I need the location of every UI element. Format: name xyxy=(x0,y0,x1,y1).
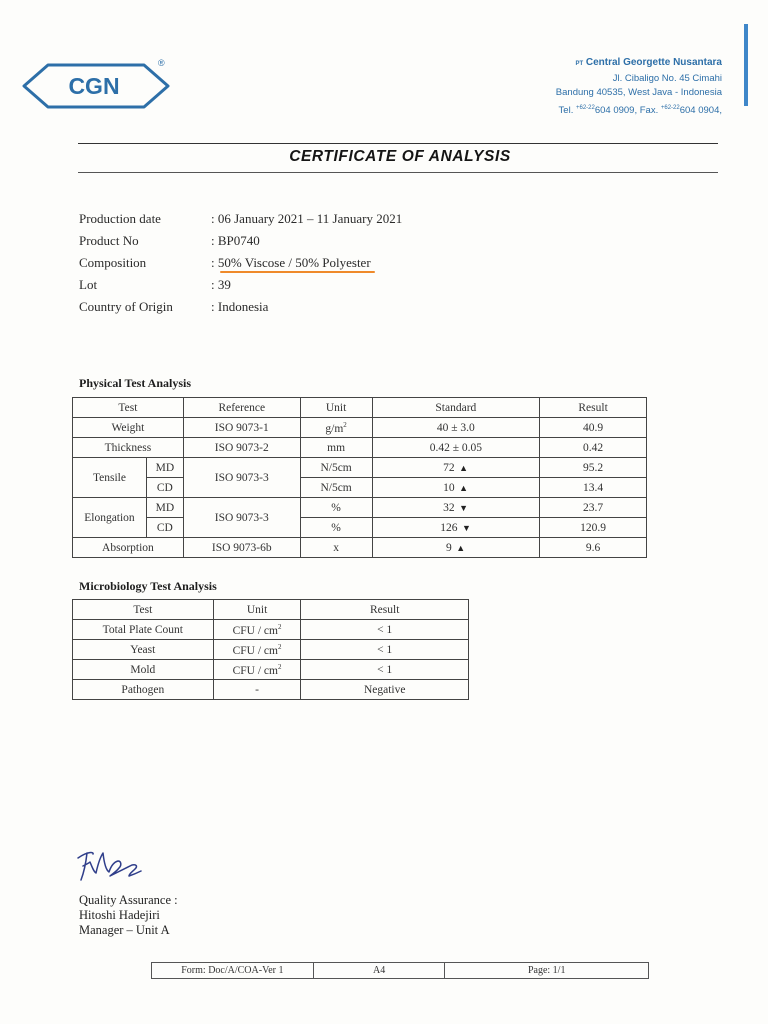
table-row xyxy=(73,418,647,438)
info-label: Product No xyxy=(79,233,139,248)
signoff-line: Quality Assurance : xyxy=(79,893,178,907)
standard-value: 72 xyxy=(443,461,455,474)
reference-cell: ISO 9073-6b xyxy=(183,538,300,558)
unit-cell: % xyxy=(300,498,372,518)
company-logo xyxy=(18,60,173,112)
signoff-name: Hitoshi Hadejiri xyxy=(79,908,160,922)
arrow-down-icon: ▼ xyxy=(459,502,469,513)
unit-cell: mm xyxy=(300,438,372,458)
table-row xyxy=(73,518,647,538)
result-cell: 9.6 xyxy=(540,538,647,558)
signature-image xyxy=(74,842,154,890)
company-name-line xyxy=(556,56,722,72)
result-cell: < 1 xyxy=(301,640,469,660)
physical-section-title: Physical Test Analysis xyxy=(79,376,192,390)
header-cell: Result xyxy=(540,398,647,418)
standard-value: 9 xyxy=(445,541,452,554)
info-label: Country of Origin xyxy=(79,299,173,314)
unit-cell: - xyxy=(213,680,301,700)
header-cell: Test xyxy=(73,600,214,620)
composition-value xyxy=(211,252,371,274)
arrow-up-icon: ▲ xyxy=(456,542,466,553)
header-cell: Unit xyxy=(300,398,372,418)
blue-margin-bar xyxy=(744,24,748,106)
reference-cell: ISO 9073-2 xyxy=(183,438,300,458)
header-cell: Standard xyxy=(372,398,540,418)
address-line-1: Jl. Cibaligo No. 45 Cimahi xyxy=(612,72,722,84)
footer-row xyxy=(152,963,649,979)
company-name: Central Georgette Nusantara xyxy=(585,57,722,68)
result-cell: 95.2 xyxy=(540,458,647,478)
unit-text: CFU / cm xyxy=(232,624,278,637)
tel-code: +62-22 xyxy=(575,104,595,111)
result-cell: < 1 xyxy=(301,620,469,640)
logo-text: CGN xyxy=(68,73,120,99)
highlight-underline xyxy=(220,271,375,273)
test-cell: Weight xyxy=(73,418,184,438)
footer-form-cell: Form: Doc/A/COA-Ver 1 xyxy=(152,963,314,979)
signoff-title: Manager – Unit A xyxy=(79,923,170,937)
microbiology-section-title: Microbiology Test Analysis xyxy=(79,579,217,593)
standard-cell xyxy=(372,478,540,498)
table-row xyxy=(73,620,469,640)
fax-code: +62-22 xyxy=(660,104,680,111)
info-row-production-date xyxy=(79,208,402,230)
registered-mark: ® xyxy=(158,58,165,68)
table-header-row xyxy=(73,398,647,418)
info-label: Lot xyxy=(79,277,98,292)
address-line-2: Bandung 40535, West Java - Indonesia xyxy=(555,87,722,98)
test-cell: Yeast xyxy=(73,640,214,660)
table-row xyxy=(73,458,647,478)
unit-superscript: 2 xyxy=(277,622,282,631)
test-cell: Thickness xyxy=(73,438,184,458)
standard-cell xyxy=(372,458,540,478)
microbiology-test-table xyxy=(72,599,469,700)
arrow-up-icon: ▲ xyxy=(459,482,469,493)
standard-cell xyxy=(372,518,540,538)
info-row-lot xyxy=(79,274,402,296)
company-prefix: PT xyxy=(575,61,584,67)
arrow-up-icon: ▲ xyxy=(459,462,469,473)
arrow-down-icon: ▼ xyxy=(462,522,471,533)
test-cell: Elongation xyxy=(73,498,147,538)
result-cell: 40.9 xyxy=(540,418,647,438)
unit-text: CFU / cm xyxy=(232,664,278,677)
standard-cell: 0.42 ± 0.05 xyxy=(372,438,540,458)
table-row xyxy=(73,538,647,558)
info-value: : BP0740 xyxy=(211,233,260,248)
tel-number: 604 0909, xyxy=(594,104,638,116)
info-row-composition xyxy=(79,252,402,274)
info-label: Composition xyxy=(79,255,147,270)
document-title: CERTIFICATE OF ANALYSIS xyxy=(289,148,511,165)
unit-text: CFU / cm xyxy=(232,644,278,657)
unit-superscript: 2 xyxy=(277,662,282,671)
subtest-cell: CD xyxy=(146,478,183,498)
standard-value: 10 xyxy=(443,481,455,494)
subtest-cell: CD xyxy=(146,518,183,538)
unit-cell: % xyxy=(300,518,372,538)
info-value: : 39 xyxy=(211,277,231,292)
reference-cell: ISO 9073-1 xyxy=(183,418,300,438)
info-value: : 06 January 2021 – 11 January 2021 xyxy=(211,211,403,226)
header-cell: Reference xyxy=(183,398,300,418)
footer-size-cell: A4 xyxy=(313,963,445,979)
test-cell: Absorption xyxy=(73,538,184,558)
info-row-country xyxy=(79,296,402,318)
result-cell: 0.42 xyxy=(540,438,647,458)
footer-page-cell: Page: 1/1 xyxy=(445,963,649,979)
unit-cell xyxy=(213,660,301,680)
contact-line xyxy=(556,101,722,119)
fax-label: Fax. xyxy=(639,104,659,116)
reference-cell: ISO 9073-3 xyxy=(183,498,300,538)
result-cell: 23.7 xyxy=(540,498,647,518)
quality-assurance-signoff xyxy=(79,893,178,938)
table-row xyxy=(73,660,469,680)
unit-cell xyxy=(213,640,301,660)
unit-cell xyxy=(213,620,301,640)
unit-cell xyxy=(300,418,372,438)
subtest-cell: MD xyxy=(146,458,183,478)
product-info xyxy=(79,208,402,318)
standard-value: 126 xyxy=(440,521,458,534)
unit-cell: N/5cm xyxy=(300,478,372,498)
fax-number: 604 0904, xyxy=(679,104,722,116)
result-cell: Negative xyxy=(301,680,469,700)
unit-text: g/m xyxy=(325,422,344,435)
info-row-product-no xyxy=(79,230,402,252)
info-label: Production date xyxy=(79,211,161,226)
test-cell: Pathogen xyxy=(73,680,214,700)
info-value: : 50% Viscose / 50% Polyester xyxy=(211,255,371,270)
standard-cell: 40 ± 3.0 xyxy=(372,418,540,438)
test-cell: Total Plate Count xyxy=(73,620,214,640)
test-cell: Tensile xyxy=(73,458,147,498)
result-cell: 13.4 xyxy=(540,478,647,498)
standard-cell xyxy=(372,538,540,558)
header-cell: Result xyxy=(301,600,469,620)
header-cell: Test xyxy=(73,398,184,418)
unit-superscript: 2 xyxy=(277,642,282,651)
reference-cell: ISO 9073-3 xyxy=(183,458,300,498)
physical-test-table xyxy=(72,397,647,558)
result-cell: < 1 xyxy=(301,660,469,680)
table-row xyxy=(73,640,469,660)
unit-cell: x xyxy=(300,538,372,558)
unit-cell: N/5cm xyxy=(300,458,372,478)
test-cell: Mold xyxy=(73,660,214,680)
form-footer-table xyxy=(151,962,649,979)
table-header-row xyxy=(73,600,469,620)
table-row xyxy=(73,438,647,458)
result-cell: 120.9 xyxy=(540,518,647,538)
header-rule-bottom xyxy=(78,172,718,173)
subtest-cell: MD xyxy=(146,498,183,518)
table-row xyxy=(73,680,469,700)
header-cell: Unit xyxy=(213,600,301,620)
company-address-block xyxy=(556,56,722,118)
unit-superscript: 2 xyxy=(343,420,347,429)
standard-cell xyxy=(372,498,540,518)
standard-value: 32 xyxy=(443,501,455,514)
header-rule-top xyxy=(78,143,718,144)
info-value: : Indonesia xyxy=(211,299,269,314)
tel-label: Tel. xyxy=(558,104,574,116)
table-row xyxy=(73,498,647,518)
table-row xyxy=(73,478,647,498)
